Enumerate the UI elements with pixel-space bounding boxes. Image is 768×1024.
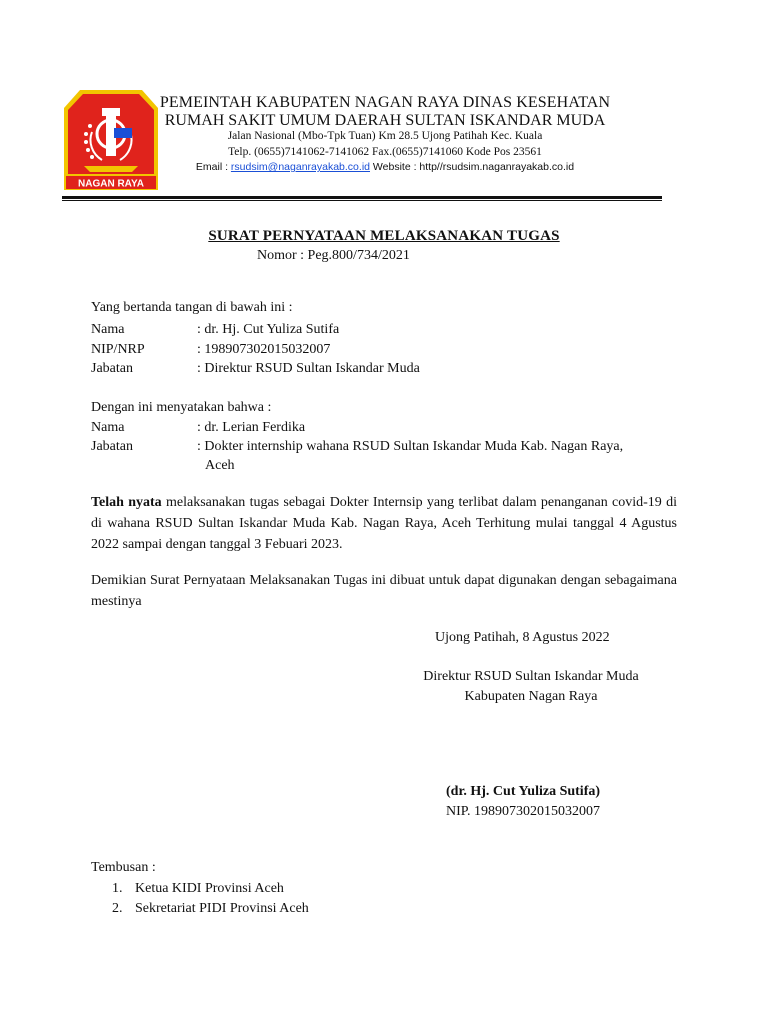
signer-name-value: : dr. Hj. Cut Yuliza Sutifa <box>197 322 340 337</box>
signer-nip-label: NIP/NRP <box>91 342 145 357</box>
signer-intro: Yang bertanda tangan di bawah ini : <box>91 300 293 315</box>
cc-item-2: Sekretariat PIDI Provinsi Aceh <box>135 901 309 916</box>
letterhead-line2: RUMAH SAKIT UMUM DAERAH SULTAN ISKANDAR MUDA <box>164 112 606 129</box>
signer-position-value: : Direktur RSUD Sultan Iskandar Muda <box>197 361 420 376</box>
signer-position-label: Jabatan <box>91 361 133 376</box>
website-text: Website : http//rsudsim.naganrayakab.co.id <box>370 161 575 173</box>
signature-name: (dr. Hj. Cut Yuliza Sutifa) <box>446 784 601 799</box>
nagan-raya-logo <box>62 86 160 192</box>
subject-position-label: Jabatan <box>91 439 133 454</box>
signer-name-label: Nama <box>91 322 125 337</box>
letterhead-line1: PEMEINTAH KABUPATEN NAGAN RAYA DINAS KESEHATAN <box>159 94 611 111</box>
subject-position-value: : Dokter internship wahana RSUD Sultan Iskandar Muda Kab. Nagan Raya, <box>197 439 624 454</box>
body-lead-bold: Telah nyata <box>91 495 162 510</box>
body-paragraph-1-text: melaksanakan tugas sebagai Dokter Internsip yang terlibat dalam penanganan covid-19 di di wahana RSUD Sultan Iskandar Muda Kab. Nagan Raya, Aceh Terhitung mulai tanggal 4 Agustus 2022 sampai dengan tanggal 3 Febuari 2023. <box>91 495 677 552</box>
body-paragraph-1 <box>91 492 677 555</box>
email-link[interactable]: rsudsim@naganrayakab.co.id <box>230 161 370 173</box>
signature-nip: NIP. 198907302015032007 <box>446 804 601 819</box>
subject-name-value: : dr. Lerian Ferdika <box>197 420 306 435</box>
logo-text: NAGAN RAYA <box>78 178 144 190</box>
email-label: Email : <box>195 161 231 173</box>
letter-title: SURAT PERNYATAAN MELAKSANAKAN TUGAS <box>208 228 560 244</box>
header-rule-thin <box>62 200 662 201</box>
cc-label: Tembusan : <box>91 860 156 875</box>
letterhead-address: Jalan Nasional (Mbo-Tpk Tuan) Km 28.5 Ujong Patihah Kec. Kuala <box>227 130 543 142</box>
cc-item-2-num: 2. <box>112 901 123 916</box>
letterhead-contact <box>150 161 620 173</box>
signature-role-line2: Kabupaten Nagan Raya <box>464 689 598 704</box>
cc-item-1-num: 1. <box>112 881 123 896</box>
body-paragraph-2: Demikian Surat Pernyataan Melaksanakan Tugas ini dibuat untuk dapat digunakan dengan sebagaimana mestinya <box>91 573 677 609</box>
statement-intro: Dengan ini menyatakan bahwa : <box>91 400 272 415</box>
signer-nip-value: : 198907302015032007 <box>197 342 331 357</box>
letter-number: Nomor : Peg.800/734/2021 <box>257 248 410 263</box>
signature-role-line1: Direktur RSUD Sultan Iskandar Muda <box>423 669 639 684</box>
subject-position-value-cont: Aceh <box>205 458 235 473</box>
cc-item-1: Ketua KIDI Provinsi Aceh <box>135 881 284 896</box>
subject-name-label: Nama <box>91 420 125 435</box>
letterhead-phone: Telp. (0655)7141062-7141062 Fax.(0655)7141060 Kode Pos 23561 <box>228 146 542 158</box>
place-date: Ujong Patihah, 8 Agustus 2022 <box>435 630 610 645</box>
nagan-raya-emblem-icon <box>62 86 160 192</box>
header-rule-thick <box>62 196 662 199</box>
